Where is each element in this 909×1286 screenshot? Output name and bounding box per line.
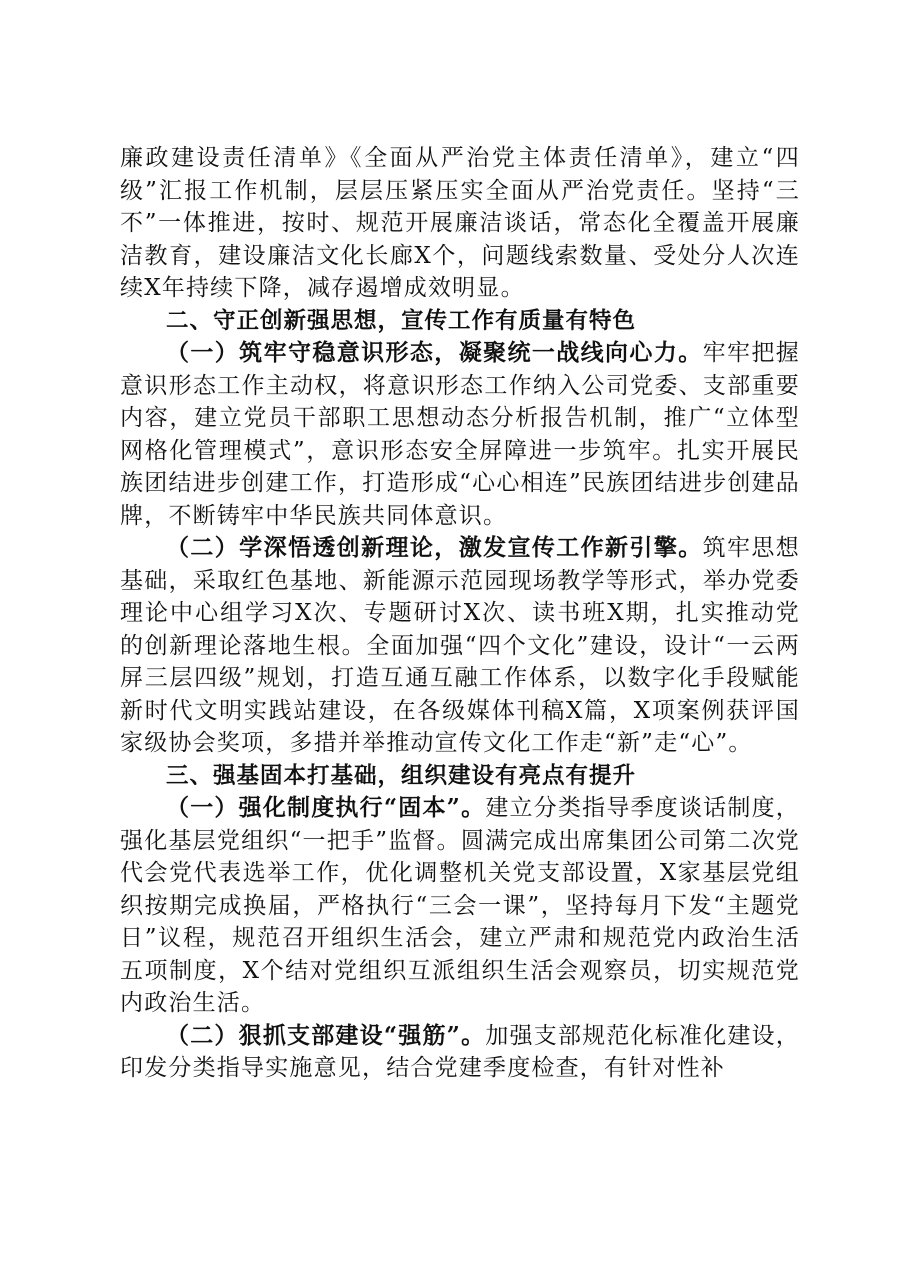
section-heading-organization: 三、强基固本打基础，组织建设有亮点有提升 <box>166 762 637 789</box>
section-heading-propaganda: 二、守正创新强思想，宣传工作有质量有特色 <box>166 307 637 334</box>
paragraph-ideology-title: （一）筑牢守稳意识形态，凝聚统一战线向心力。 <box>166 339 703 366</box>
paragraph-accountability <box>120 142 800 305</box>
paragraph-branch-building <box>120 1020 800 1085</box>
paragraph-system-execution-text: 建立分类指导季度谈话制度，强化基层党组织“一把手”监督。圆满完成出席集团公司第二次党代会党代表选举工作，优化调整机关党支部设置，X家基层党组织按期完成换届，严格执行“三会一课”，坚持每月下发“主题党日”议程，规范召开组织生活会，建立严肃和规范党内政治生活五项制度，X个结对党组织互派组织生活会观察员，切实规范党内政治生活。 <box>120 795 800 1016</box>
paragraph-system-execution <box>120 792 800 1020</box>
paragraph-ideology-text: 牢牢把握意识形态工作主动权，将意识形态工作纳入公司党委、支部重要内容，建立党员干部职工思想动态分析报告机制，推广“立体型网格化管理模式”，意识形态安全屏障进一步筑牢。扎实开展民族团结进步创建工作，打造形成“心心相连”民族团结进步创建品牌，不断铸牢中华民族共同体意识。 <box>120 340 800 529</box>
paragraph-system-execution-title: （一）强化制度执行“固本”。 <box>166 794 486 821</box>
paragraph-theory-title: （二）学深悟透创新理论，激发宣传工作新引擎。 <box>166 534 703 561</box>
paragraph-ideology <box>120 337 800 532</box>
document-body <box>120 142 800 1085</box>
paragraph-branch-building-text: 加强支部规范化标准化建设，印发分类指导实施意见，结合党建季度检查，有针对性补 <box>120 1022 800 1081</box>
paragraph-theory <box>120 532 800 760</box>
paragraph-accountability-text: 廉政建设责任清单》《全面从严治党主体责任清单》，建立“四级”汇报工作机制，层层压紧压实全面从严治党责任。坚持“三不”一体推进，按时、规范开展廉洁谈话，常态化全覆盖开展廉洁教育，建设廉洁文化长廊X个，问题线索数量、受处分人次连续X年持续下降，减存遏增成效明显。 <box>120 145 800 301</box>
paragraph-branch-building-title: （二）狠抓支部建设“强筋”。 <box>166 1021 486 1049</box>
paragraph-theory-text: 筑牢思想基础，采取红色基地、新能源示范园现场教学等形式，举办党委理论中心组学习X次、专题研讨X次、读书班X期，扎实推动党的创新理论落地生根。全面加强“四个文化”建设，设计“一云两屏三层四级”规划，打造互通互融工作体系，以数字化手段赋能新时代文明实践站建设，在各级媒体刊稿X篇，X项案例获评国家级协会奖项，多措并举推动宣传文化工作走“新”走“心”。 <box>120 535 800 756</box>
